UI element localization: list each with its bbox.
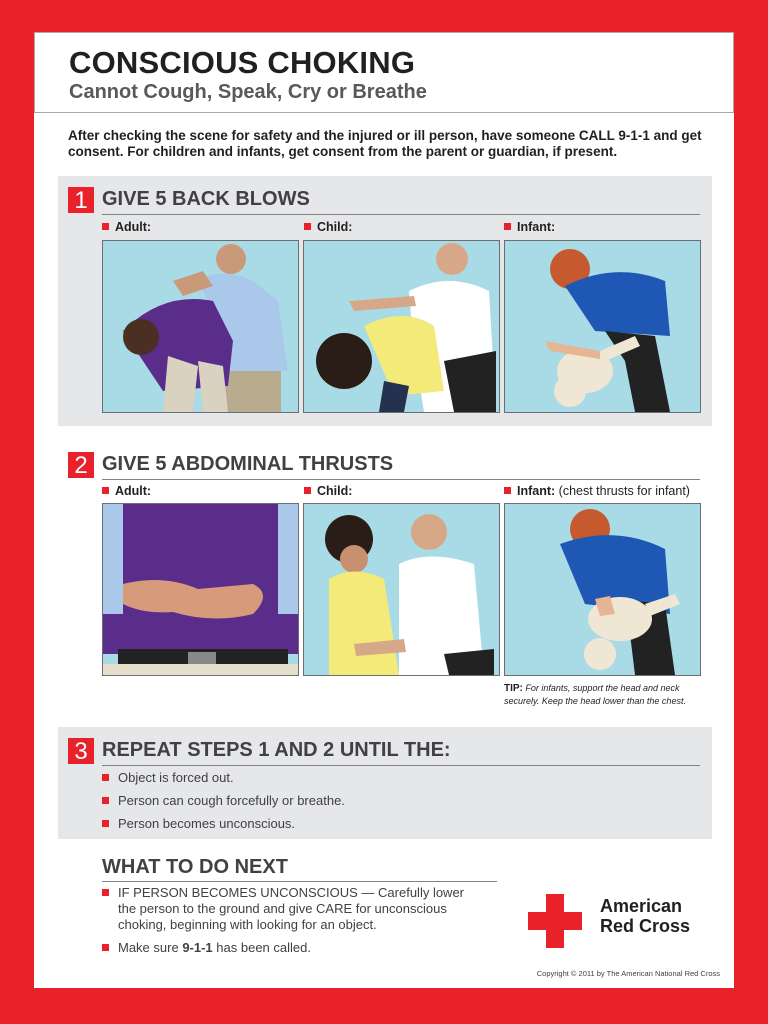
step-3-number: 3 [68,738,94,764]
infant-chest-thrusts-photo [504,503,701,676]
intro-text: After checking the scene for safety and the injured or ill person, have someone CALL 9-1-1 and get consent. For children and infants, get consent from the parent or guardian, if present. [68,128,702,159]
step-2-adult-label: Adult: [102,484,151,498]
infant-chest-thrusts-note: (chest thrusts for infant) [558,484,690,498]
step-2-child-label: Child: [304,484,352,498]
page-title: CONSCIOUS CHOKING [69,45,416,80]
step-1-infant-label: Infant: [504,220,555,234]
header [34,32,734,113]
child-abdominal-thrusts-photo [303,503,500,676]
step-1-number: 1 [68,187,94,213]
infant-tip [504,682,714,707]
list-item: Person becomes unconscious. [102,816,702,832]
adult-abdominal-thrusts-photo [102,503,299,676]
step-1-title: GIVE 5 BACK BLOWS [102,188,700,215]
infant-back-blows-photo [504,240,701,413]
step-3-title: REPEAT STEPS 1 AND 2 UNTIL THE: [102,739,700,766]
copyright: Copyright © 2011 by The American National Red Cross [536,969,720,978]
american-red-cross-logo-text: American Red Cross [600,896,691,936]
next-list [102,885,472,963]
what-to-do-next-title: WHAT TO DO NEXT [102,856,497,882]
poster [34,32,734,988]
step-3-list [102,770,702,839]
page-subtitle: Cannot Cough, Speak, Cry or Breathe [69,81,427,103]
list-item: IF PERSON BECOMES UNCONSCIOUS — Carefully lower the person to the ground and give CARE for unconscious choking, beginning with looking for an object. [102,885,472,933]
tip-label: TIP: [504,683,523,694]
list-item: Object is forced out. [102,770,702,786]
child-back-blows-photo [303,240,500,413]
adult-back-blows-photo [102,240,299,413]
step-1-adult-label: Adult: [102,220,151,234]
list-item: Make sure 9-1-1 has been called. [102,940,472,956]
list-item: Person can cough forcefully or breathe. [102,793,702,809]
step-2-number: 2 [68,452,94,478]
step-1-child-label: Child: [304,220,352,234]
step-2-title: GIVE 5 ABDOMINAL THRUSTS [102,453,700,480]
step-2-infant-label: Infant: (chest thrusts for infant) [504,484,690,498]
tip-text: For infants, support the head and neck securely. Keep the head lower than the chest. [504,683,686,706]
